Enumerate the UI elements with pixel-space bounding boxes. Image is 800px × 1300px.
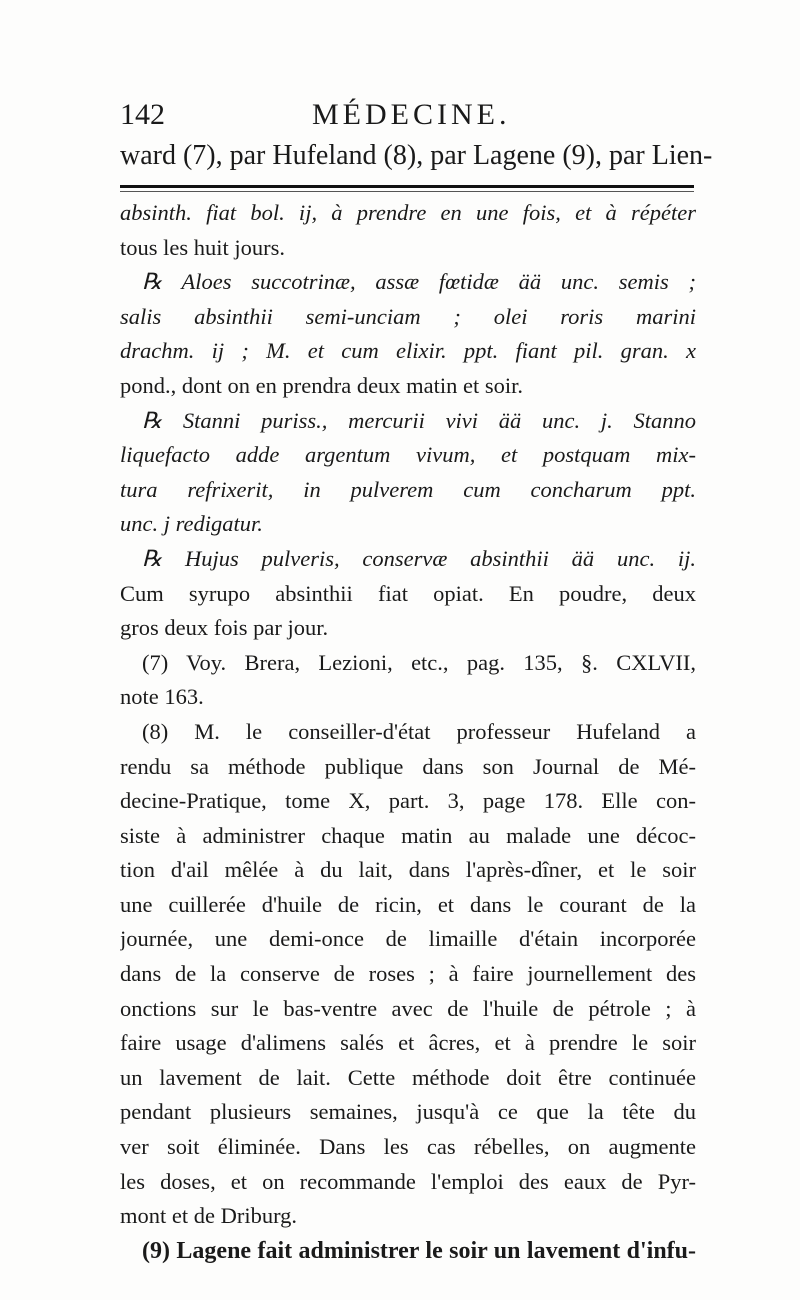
- footnote-line: un lavement de lait. Cette méthode doit être continuée: [120, 1064, 696, 1090]
- footnote-line: note 163.: [120, 684, 204, 710]
- text-line: absinth. fiat bol. ij, à prendre en une fois, et à répéter: [120, 200, 696, 225]
- footnote-line: mont et de Driburg.: [120, 1203, 298, 1229]
- footnote-line: ver soit éliminée. Dans les cas rébelles, on augmente: [120, 1134, 696, 1160]
- footnote-line: pendant plusieurs semaines, jusqu'à ce que la tête du: [120, 1099, 696, 1125]
- footnote-line: faire usage d'alimens salés et âcres, et à prendre le soir: [120, 1030, 696, 1056]
- text-line: ℞ Stanni puriss., mercurii vivi ää unc. j. Stanno: [142, 407, 696, 433]
- footnote-line: dans de la conserve de roses ; à faire journellement des: [120, 961, 696, 987]
- text-line: pond., dont on en prendra deux matin et soir.: [120, 372, 524, 398]
- footnote-line: rendu sa méthode publique dans son Journal de Mé-: [120, 753, 696, 779]
- footnote-line: journée, une demi-once de limaille d'étain incorporée: [120, 926, 696, 952]
- text-line: liquefacto adde argentum vivum, et postquam mix-: [120, 442, 696, 468]
- footnote-line: tion d'ail mêlée à du lait, dans l'après-dîner, et le soir: [120, 857, 696, 883]
- footnote-line: (8) M. le conseiller-d'état professeur Hufeland a: [142, 718, 696, 744]
- text-line: gros deux fois par jour.: [120, 615, 329, 641]
- header-rule: [120, 185, 694, 188]
- text-line: unc. j redigatur.: [120, 511, 263, 537]
- text-line: tura refrixerit, in pulverem cum concharum ppt.: [120, 476, 696, 502]
- text-line: Cum syrupo absinthii fiat opiat. En poudre, deux: [120, 580, 696, 606]
- footnote-line: siste à administrer chaque matin au malade une décoc-: [120, 822, 696, 848]
- text-line: drachm. ij ; M. et cum elixir. ppt. fiant pil. gran. x: [120, 338, 696, 364]
- footnote-line: decine-Pratique, tome X, part. 3, page 178. Elle con-: [120, 788, 696, 814]
- text-line: ℞ Hujus pulveris, conservæ absinthii ää unc. ij.: [142, 545, 696, 571]
- page-body: [120, 196, 696, 1268]
- text-line: salis absinthii semi-unciam ; olei roris marini: [120, 303, 696, 329]
- footnote-line: les doses, et on recommande l'emploi des eaux de Pyr-: [120, 1168, 696, 1194]
- page-number: 142: [120, 98, 165, 131]
- footnote-line: une cuillerée d'huile de ricin, et dans le courant de la: [120, 891, 696, 917]
- page-header: [120, 98, 690, 138]
- header-rule-thin: [120, 191, 694, 192]
- footnote-line: (9) Lagene fait administrer le soir un lavement d'infu-: [142, 1237, 696, 1264]
- text-line: tous les huit jours.: [120, 234, 286, 260]
- text-line: ℞ Aloes succotrinæ, assæ fœtidæ ää unc. semis ;: [142, 269, 696, 295]
- header-continuation-line: ward (7), par Hufeland (8), par Lagene (9), par Lien-: [120, 140, 713, 171]
- footnote-line: (7) Voy. Brera, Lezioni, etc., pag. 135, §. CXLVII,: [142, 649, 696, 675]
- footnote-line: onctions sur le bas-ventre avec de l'huile de pétrole ; à: [120, 995, 696, 1021]
- running-head: MÉDECINE.: [312, 98, 511, 131]
